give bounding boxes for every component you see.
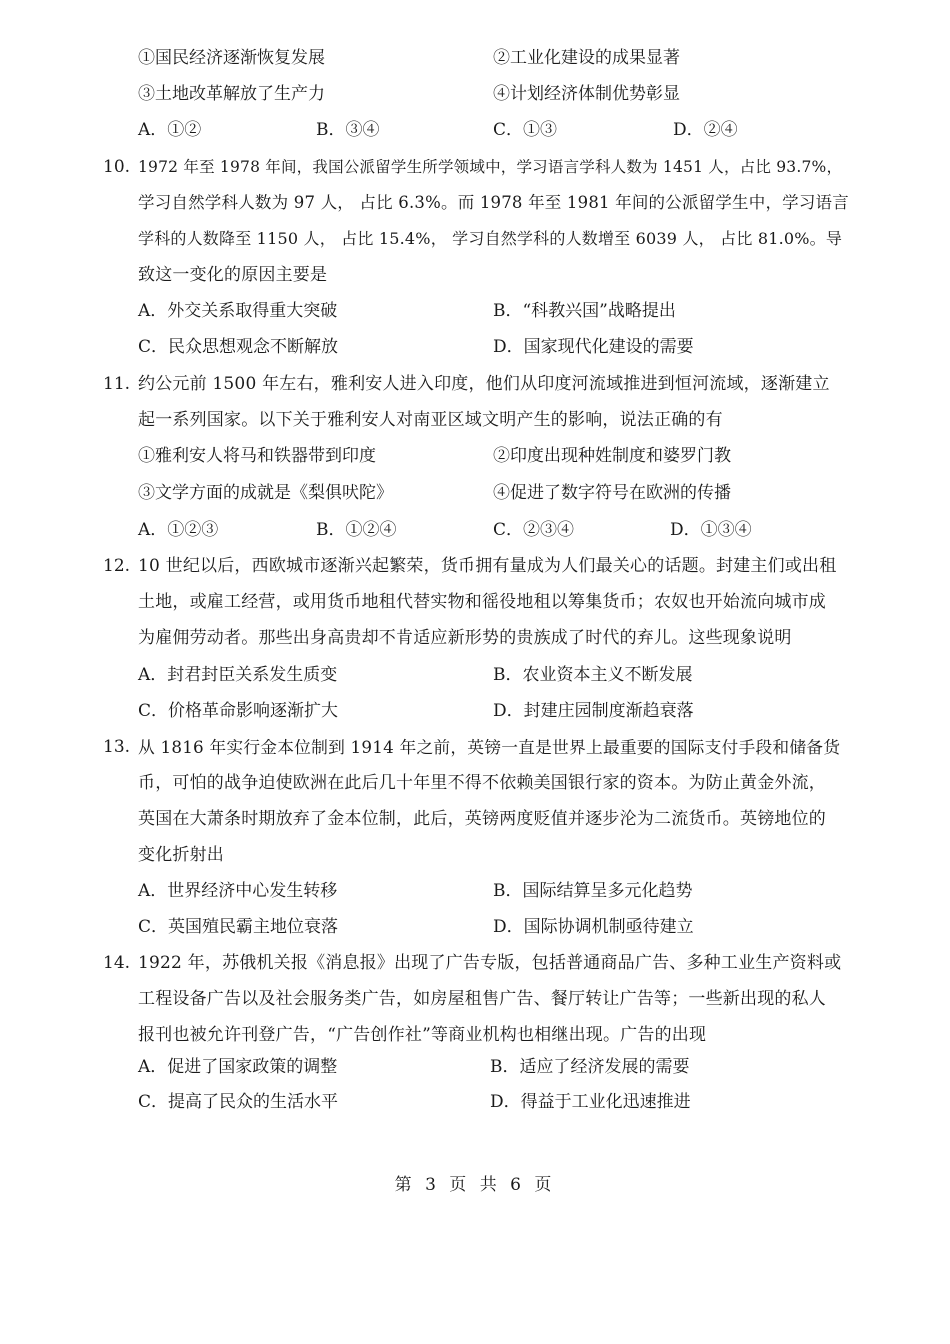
q9-item-1: ①国民经济逐渐恢复发展 — [138, 48, 325, 68]
q10-option-d: D．国家现代化建设的需要 — [493, 337, 694, 357]
q11-option-a: A．①②③ — [138, 520, 219, 540]
q10-number: 10. — [103, 157, 131, 177]
q12-line-3: 为雇佣劳动者。那些出身高贵却不肯适应新形势的贵族成了时代的弃儿。这些现象说明 — [138, 628, 792, 648]
q13-option-b: B．国际结算呈多元化趋势 — [493, 881, 693, 901]
q10-option-b: B．“科教兴国”战略提出 — [493, 301, 676, 321]
q10-option-a: A．外交关系取得重大突破 — [138, 301, 338, 321]
page-number-footer: 第 3 页 共 6 页 — [394, 1175, 556, 1195]
q9-option-c: C．①③ — [493, 120, 558, 140]
q9-option-d: D．②④ — [673, 120, 738, 140]
q14-number: 14. — [103, 953, 131, 973]
q14-line-3: 报刊也被允许刊登广告，“广告创作社”等商业机构也相继出现。广告的出现 — [138, 1025, 707, 1045]
q14-option-b: B．适应了经济发展的需要 — [490, 1057, 690, 1077]
q13-line-4: 变化折射出 — [138, 845, 224, 865]
q14-option-a: A．促进了国家政策的调整 — [138, 1057, 338, 1077]
q9-item-2: ②工业化建设的成果显著 — [493, 48, 680, 68]
q12-line-1: 10 世纪以后，西欧城市逐渐兴起繁荣，货币拥有量成为人们最关心的话题。封建主们或出租 — [138, 556, 837, 576]
q11-line-1: 约公元前 1500 年左右，雅利安人进入印度，他们从印度河流域推进到恒河流域，逐渐建立 — [138, 374, 830, 394]
q11-option-c: C．②③④ — [493, 520, 575, 540]
q13-option-a: A．世界经济中心发生转移 — [138, 881, 338, 901]
q11-item-3: ③文学方面的成就是《梨俱吠陀》 — [138, 483, 393, 503]
q12-option-a: A．封君封臣关系发生质变 — [138, 665, 338, 685]
q11-item-2: ②印度出现种姓制度和婆罗门教 — [493, 446, 731, 466]
q11-number: 11. — [103, 374, 131, 394]
q12-number: 12. — [103, 556, 131, 576]
q12-option-d: D．封建庄园制度渐趋衰落 — [493, 701, 694, 721]
q13-line-1: 从 1816 年实行金本位制到 1914 年之前，英镑一直是世界上最重要的国际支付手段和储备货 — [138, 737, 841, 757]
q12-line-2: 土地，或雇工经营，或用货币地租代替实物和徭役地租以筹集货币；农奴也开始流向城市成 — [138, 592, 826, 612]
q9-item-4: ④计划经济体制优势彰显 — [493, 84, 680, 104]
q10-line-4: 致这一变化的原因主要是 — [138, 265, 328, 285]
q13-number: 13. — [103, 737, 131, 757]
q13-line-3: 英国在大萧条时期放弃了金本位制，此后，英镑两度贬值并逐步沦为二流货币。英镑地位的 — [138, 809, 826, 829]
q11-item-1: ①雅利安人将马和铁器带到印度 — [138, 446, 376, 466]
q9-option-a: A．①② — [138, 120, 202, 140]
q12-option-c: C．价格革命影响逐渐扩大 — [138, 701, 339, 721]
q9-item-3: ③土地改革解放了生产力 — [138, 84, 325, 104]
q11-option-b: B．①②④ — [316, 520, 397, 540]
q11-line-2: 起一系列国家。以下关于雅利安人对南亚区域文明产生的影响，说法正确的有 — [138, 410, 723, 430]
q14-line-1: 1922 年，苏俄机关报《消息报》出现了广告专版，包括普通商品广告、多种工业生产资料或 — [138, 953, 842, 973]
q11-option-d: D．①③④ — [670, 520, 752, 540]
q10-line-2: 学习自然学科人数为 97 人， 占比 6.3%。而 1978 年至 1981 年间的公派留学生中，学习语言 — [138, 193, 849, 212]
q13-option-c: C．英国殖民霸主地位衰落 — [138, 917, 339, 937]
q14-option-d: D．得益于工业化迅速推进 — [490, 1092, 691, 1112]
q13-line-2: 币，可怕的战争迫使欧洲在此后几十年里不得不依赖美国银行家的资本。为防止黄金外流， — [138, 773, 826, 793]
q10-line-1: 1972 年至 1978 年间，我国公派留学生所学领域中，学习语言学科人数为 1451 人，占比 93.7%， — [138, 158, 843, 176]
q10-option-c: C．民众思想观念不断解放 — [138, 337, 339, 357]
q9-option-b: B．③④ — [316, 120, 380, 140]
q13-option-d: D．国际协调机制亟待建立 — [493, 917, 694, 937]
q12-option-b: B．农业资本主义不断发展 — [493, 665, 693, 685]
q11-item-4: ④促进了数字符号在欧洲的传播 — [493, 483, 731, 503]
q10-line-3: 学科的人数降至 1150 人， 占比 15.4%， 学习自然学科的人数增至 6039 人， 占比 81.0%。导 — [138, 229, 843, 248]
q14-line-2: 工程设备广告以及社会服务类广告，如房屋租售广告、餐厅转让广告等；一些新出现的私人 — [138, 989, 826, 1009]
q14-option-c: C．提高了民众的生活水平 — [138, 1092, 339, 1112]
